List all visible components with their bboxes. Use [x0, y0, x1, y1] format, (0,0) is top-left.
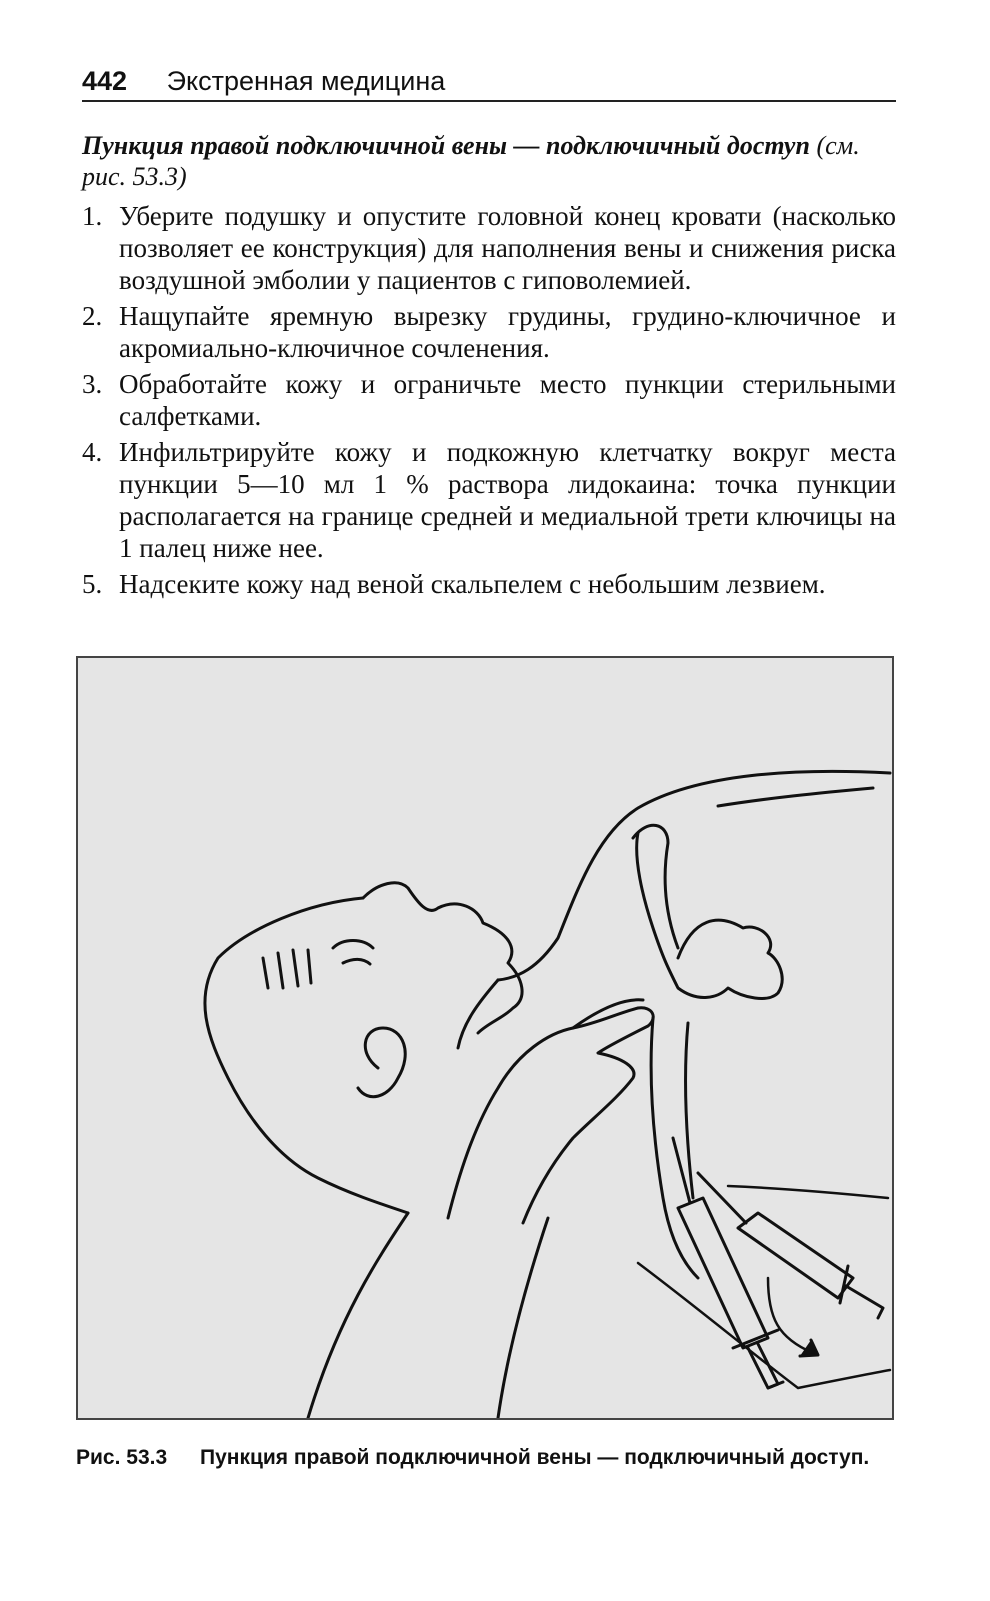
figure-caption-label: Рис. 53.3 — [76, 1446, 168, 1469]
face-profile — [363, 883, 522, 1033]
page-number: 442 — [82, 66, 128, 96]
direction-arrow — [768, 1278, 813, 1353]
figure-illustration — [76, 656, 894, 1420]
step-number: 4. — [82, 437, 103, 467]
eyebrow — [333, 941, 373, 949]
chest-lower-line — [728, 1186, 888, 1198]
step-text: Нащупайте яремную вырезку грудины, грудино-ключичное и акромиально-ключичное сочленения. — [119, 301, 896, 363]
index-finger — [573, 1000, 643, 1028]
head-outline — [205, 898, 408, 1213]
clavicle-upper — [633, 825, 678, 948]
step-item — [82, 300, 896, 364]
subclavian-puncture-illustration — [78, 658, 892, 1418]
step-text: Обработайте кожу и ограничьте место пункции стерильными салфетками. — [119, 369, 896, 431]
ear — [358, 1028, 405, 1097]
hair-lines — [263, 950, 311, 988]
procedure-steps — [82, 200, 896, 604]
step-item — [82, 200, 896, 296]
step-number: 2. — [82, 301, 103, 331]
running-title: Экстренная медицина — [166, 66, 446, 96]
figure-caption — [76, 1444, 896, 1472]
neck-line — [458, 980, 498, 1048]
body-lower-line — [638, 1263, 890, 1388]
step-item — [82, 568, 896, 600]
clavicle — [637, 833, 782, 998]
section-title-figure-ref: (см. рис. 53.3) — [82, 131, 860, 191]
step-text: Надсеките кожу над веной скальпелем с небольшим лезвием. — [119, 569, 826, 599]
step-text: Инфильтрируйте кожу и подкожную клетчатку вокруг места пункции 5—10 мл 1 % раствора лидокаина: точка пункции располагается на границе средней и медиальной трети ключицы на 1 палец ниже нее. — [119, 437, 896, 563]
step-item — [82, 368, 896, 432]
figure-caption-text: Пункция правой подключичной вены — подключичный доступ. — [200, 1446, 870, 1469]
step-text: Уберите подушку и опустите головной конец кровати (насколько позволяет ее конструкция) для наполнения вены и снижения риска воздушной эмболии у пациентов с гиповолемией. — [119, 201, 896, 295]
hand — [448, 1008, 653, 1223]
section-title-main: Пункция правой подключичной вены — подключичный доступ — [82, 131, 810, 160]
step-item — [82, 436, 896, 564]
step-number: 3. — [82, 369, 103, 399]
chest-line — [718, 788, 873, 806]
shoulder-outline — [498, 771, 890, 980]
step-number: 5. — [82, 569, 103, 599]
section-title — [82, 130, 896, 192]
eye — [343, 959, 370, 964]
running-header — [82, 62, 896, 102]
step-number: 1. — [82, 201, 103, 231]
sleeve — [308, 1213, 548, 1418]
